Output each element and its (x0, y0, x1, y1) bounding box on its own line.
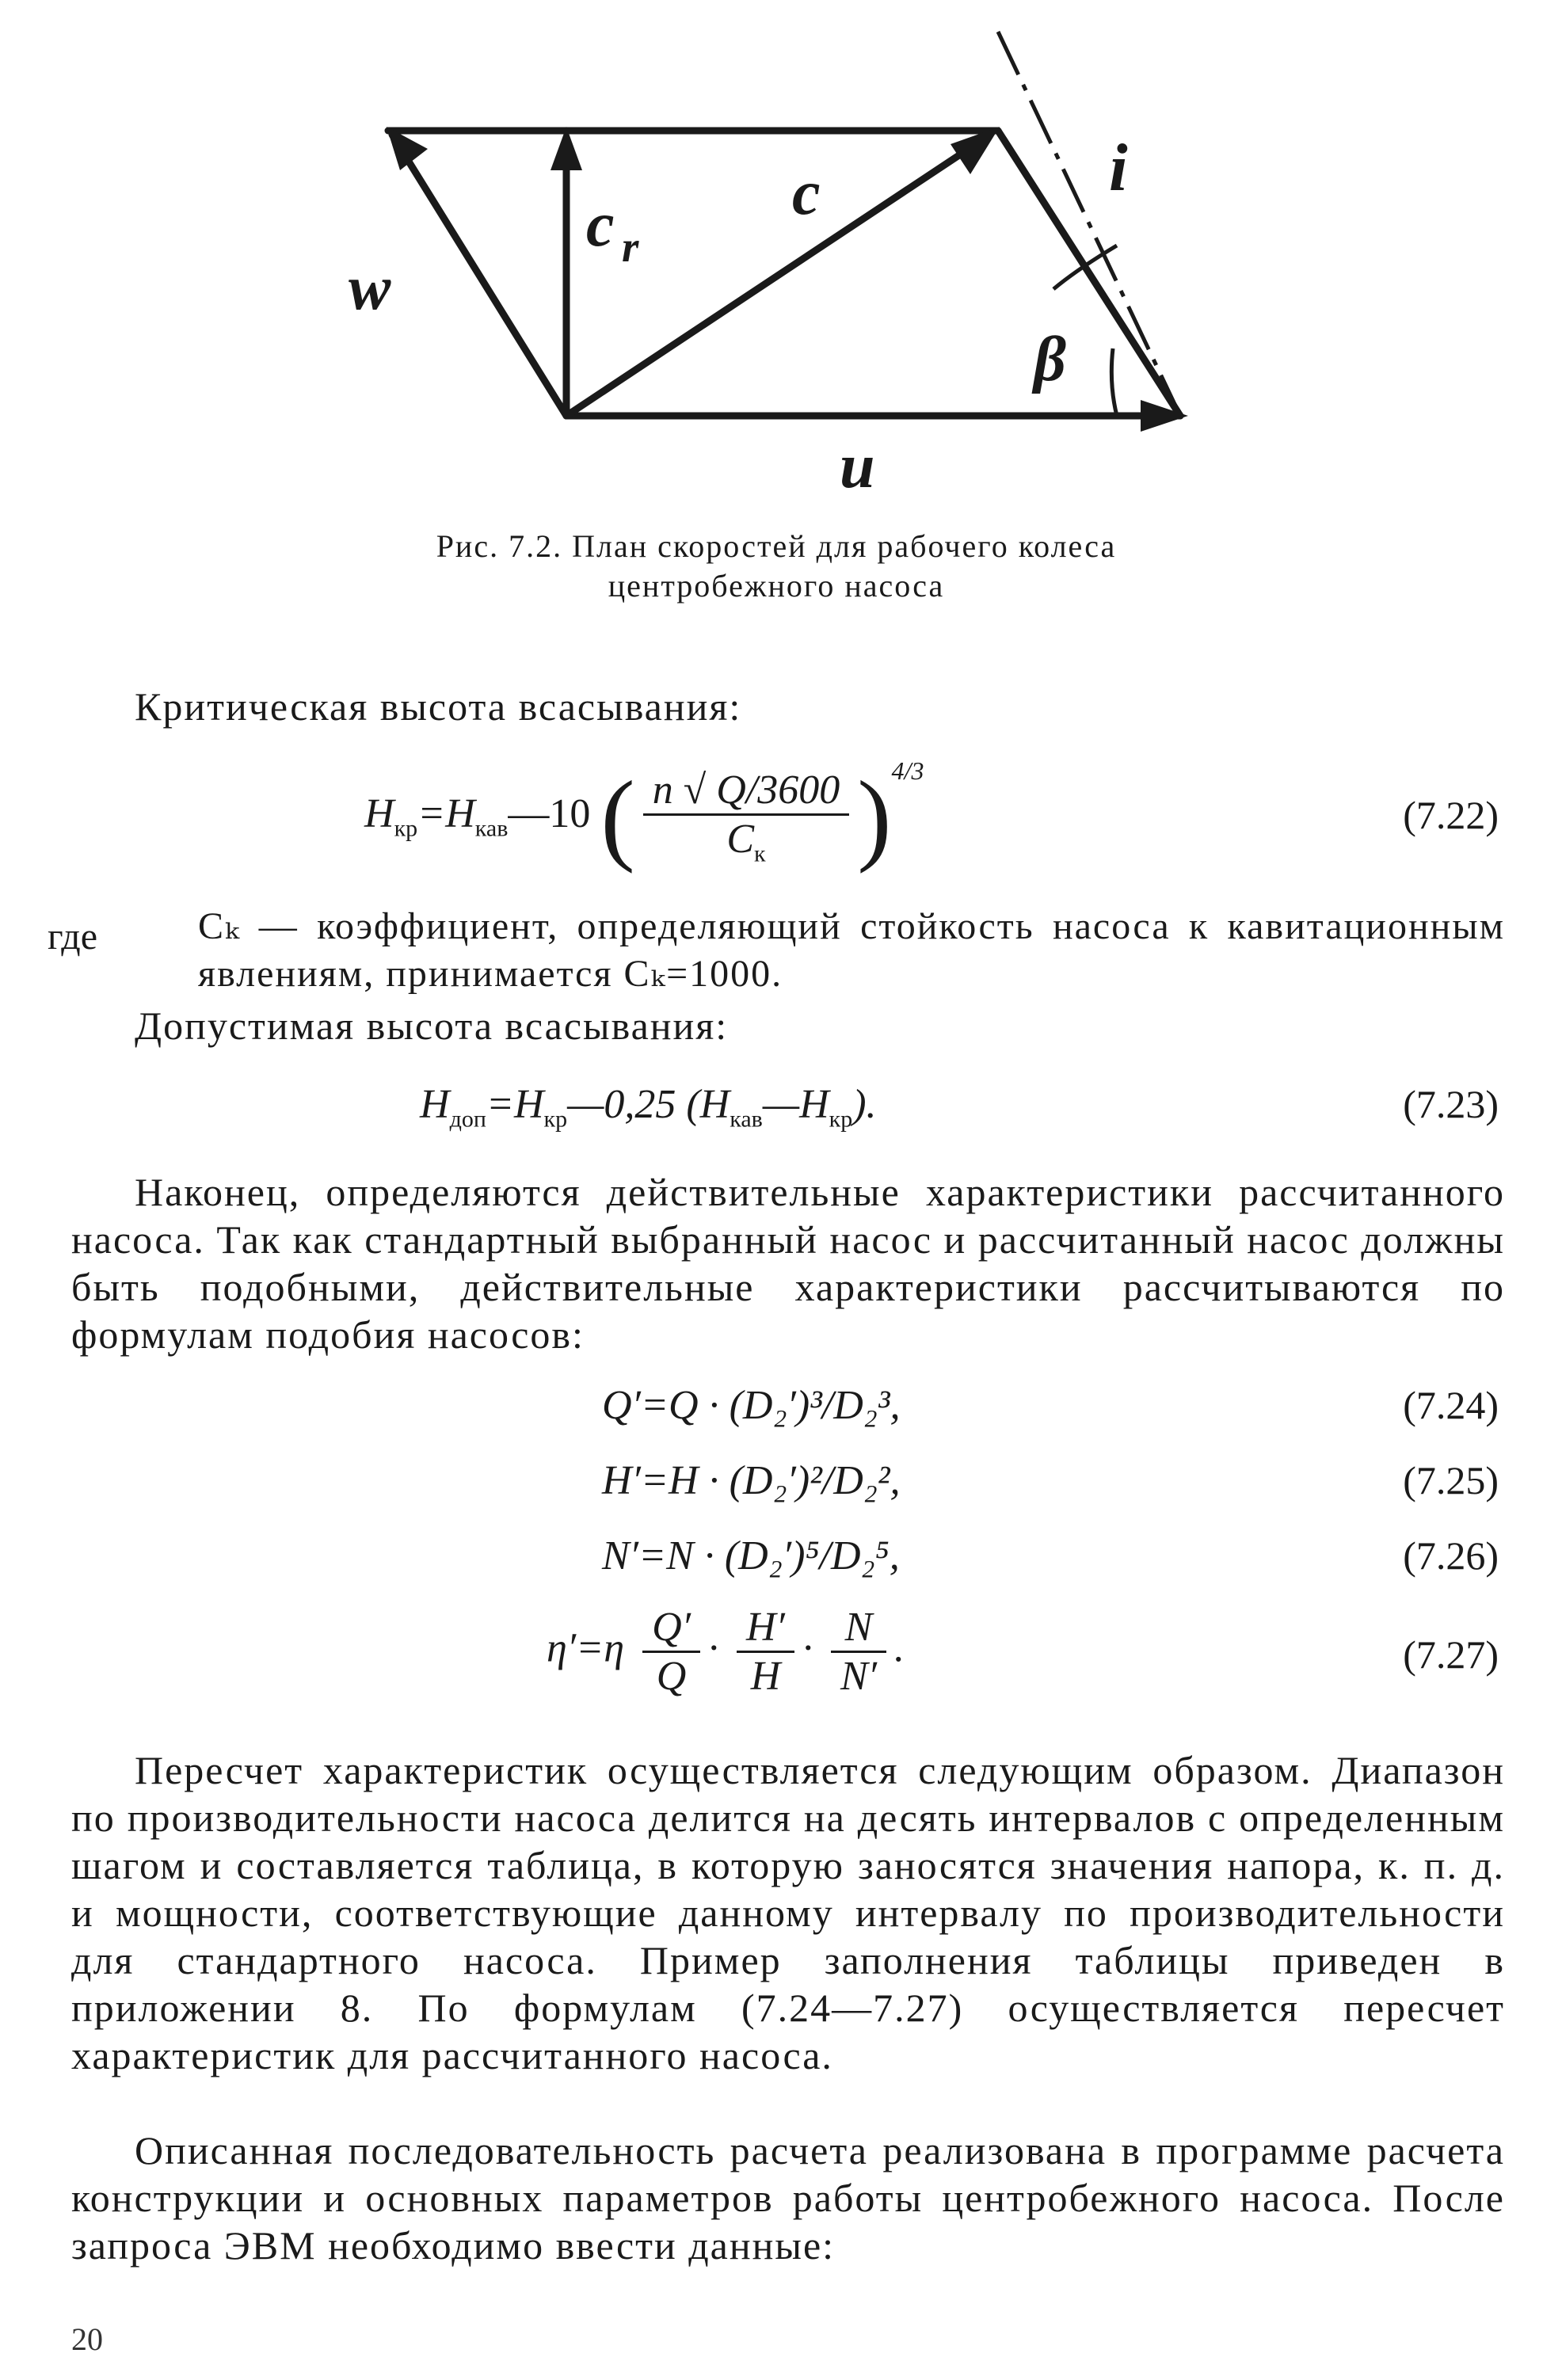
page-number: 20 (71, 2321, 103, 2357)
equation-number-7-24: (7.24) (1403, 1383, 1499, 1427)
right-edge-line (998, 131, 1180, 416)
figure-caption-line2: центробежного насоса (608, 568, 945, 604)
c-vector-line (566, 135, 990, 416)
w-vector-line (392, 135, 566, 416)
velocity-plan-diagram (317, 16, 1267, 507)
paragraph-finally: Наконец, определяются действительные характеристики рассчитанного насоса. Так как стандартный выбранный насос и рассчитанный насос должны быть подобными, действительные характеристики рассчитываются по формулам подобия насосов: (71, 1170, 1505, 1357)
c-label: c (792, 158, 821, 228)
where-explanation: Cₖ — коэффициент, определяющий стойкость насоса к кавитационным явлениям, принимается Cₖ=1000. (198, 905, 1505, 995)
incidence-angle-arc (1053, 246, 1117, 289)
where-word: где (48, 916, 98, 958)
equation-number-7-25: (7.25) (1403, 1458, 1499, 1502)
paragraph-allowed-height: Допустимая высота всасывания: (135, 1003, 729, 1048)
cr-sub-label: r (622, 223, 639, 271)
blade-direction-line (998, 32, 1180, 416)
equation-number-7-27: (7.27) (1403, 1632, 1499, 1677)
beta-label: β (1034, 325, 1066, 394)
formula-7-23: $H_{доп}=H_{кр}—0,25$ $(H_{кав}—H_{кр})$. (420, 1082, 877, 1133)
formula-7-22: $H_{кр}=H_{кав}—10$ ( $\frac{n √ Q/3600}{C_к}$ )$^{4/3}$ (364, 756, 924, 875)
figure-caption-line1: Рис. 7.2. План скоростей для рабочего колеса (436, 528, 1117, 564)
equation-number-7-23: (7.23) (1403, 1082, 1499, 1126)
formula-7-26: N′=N · (D₂′)⁵/D₂⁵, (602, 1533, 900, 1578)
paragraph-recalculation: Пересчет характеристик осуществляется следующим образом. Диапазон по производительности насоса делится на десять интервалов с определенным шагом и составляется таблица, в которую заносятся значения напора, к. п. д. и мощности, соответствующие данному интервалу по производительности для стандартного насоса. Пример заполнения таблицы приведен в приложении 8. По формулам (7.24—7.27) осуществляется пересчет характеристик для рассчитанного насоса. (71, 1748, 1505, 2077)
beta-angle-arc (1111, 348, 1117, 416)
equation-number-7-26: (7.26) (1403, 1533, 1499, 1578)
u-label: u (840, 432, 875, 501)
formula-7-25: H′=H · (D₂′)²/D₂², (602, 1458, 901, 1503)
u-arrowhead (1141, 400, 1188, 432)
cr-label: c (586, 190, 615, 260)
formula-7-27: η′=η $\frac{Q'}{Q}$ · $\frac{H'}{H}$ · $\frac{N}{N'}$ . (547, 1605, 905, 1699)
formula-7-24: Q′=Q · (D₂′)³/D₂³, (602, 1383, 901, 1428)
w-label: w (349, 253, 391, 323)
paragraph-critical-height: Критическая высота всасывания: (135, 684, 742, 729)
paragraph-program: Описанная последовательность расчета реализована в программе расчета конструкции и основных параметров работы центробежного насоса. После запроса ЭВМ необходимо ввести данные: (71, 2128, 1505, 2268)
equation-number-7-22: (7.22) (1403, 793, 1499, 837)
i-label: i (1109, 131, 1128, 205)
